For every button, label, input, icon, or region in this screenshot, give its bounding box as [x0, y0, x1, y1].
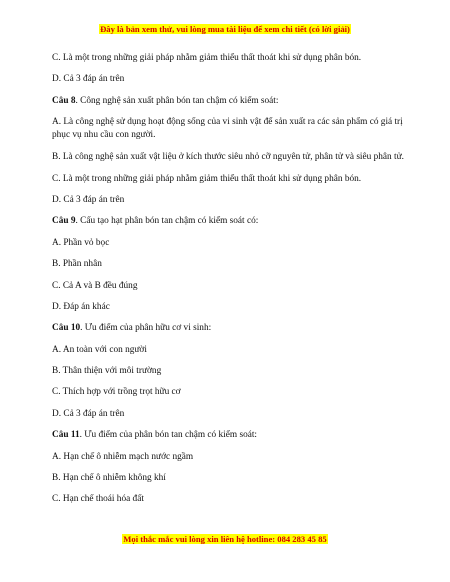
question-text: . Công nghệ sản xuất phân bón tan chậm có kiểm soát:	[75, 95, 279, 106]
answer-option: C. Là một trong những giải pháp nhằm giảm thiểu thất thoát khi sử dụng phân bón.	[52, 173, 362, 184]
question-text: . Cấu tạo hạt phân bón tan chậm có kiểm soát có:	[75, 216, 259, 227]
document-body	[52, 52, 404, 515]
question-9	[52, 215, 404, 228]
answer-option: A. Phần vỏ bọc	[52, 237, 110, 248]
question-number: Câu 10	[52, 323, 81, 334]
answer-option: B. Thân thiện với môi trường	[52, 366, 162, 377]
answer-option: B. Phần nhân	[52, 259, 102, 270]
question-number: Câu 11	[52, 430, 80, 441]
question-10	[52, 322, 404, 335]
answer-option: D. Cả 3 đáp án trên	[52, 74, 125, 85]
question-text: . Ưu điểm của phân bón tan chậm có kiểm soát:	[79, 430, 258, 441]
question-number: Câu 9	[52, 216, 76, 227]
hotline-banner	[0, 534, 450, 544]
answer-option: D. Đáp án khác	[52, 301, 110, 312]
question-number: Câu 8	[52, 95, 76, 106]
answer-option: D. Cả 3 đáp án trên	[52, 408, 125, 419]
answer-option: C. Thích hợp với trồng trọt hữu cơ	[52, 387, 181, 398]
preview-notice-text: Đây là bản xem thử, vui lòng mua tài liệu để xem chi tiết (có lời giải)	[100, 24, 350, 34]
answer-option: B. Là công nghệ sản xuất vật liệu ở kích thước siêu nhỏ cỡ nguyên tử, phân tử và siêu phân tử.	[52, 151, 404, 162]
answer-option: B. Hạn chế ô nhiễm không khí	[52, 473, 166, 484]
answer-option: A. Là công nghệ sử dụng hoạt động sống của vi sinh vật để sản xuất ra các sản phẩm có giá trị phục vụ nhu cầu con người.	[52, 117, 403, 141]
answer-option: C. Là một trong những giải pháp nhằm giảm thiểu thất thoát khi sử dụng phân bón.	[52, 53, 362, 63]
answer-option: A. An toàn với con người	[52, 344, 147, 355]
answer-option: D. Cả 3 đáp án trên	[52, 194, 125, 205]
hotline-text: Mọi thắc mắc vui lòng xin liên hệ hotline: 084 283 45 85	[123, 534, 327, 544]
question-8	[52, 95, 404, 108]
answer-option: C. Hạn chế thoái hóa đất	[52, 494, 144, 505]
answer-option: A. Hạn chế ô nhiễm mạch nước ngầm	[52, 451, 194, 462]
preview-notice-banner	[0, 24, 450, 34]
question-11	[52, 429, 404, 442]
question-text: . Ưu điểm của phân hữu cơ vi sinh:	[80, 323, 212, 334]
answer-option: C. Cả A và B đều đúng	[52, 280, 138, 291]
